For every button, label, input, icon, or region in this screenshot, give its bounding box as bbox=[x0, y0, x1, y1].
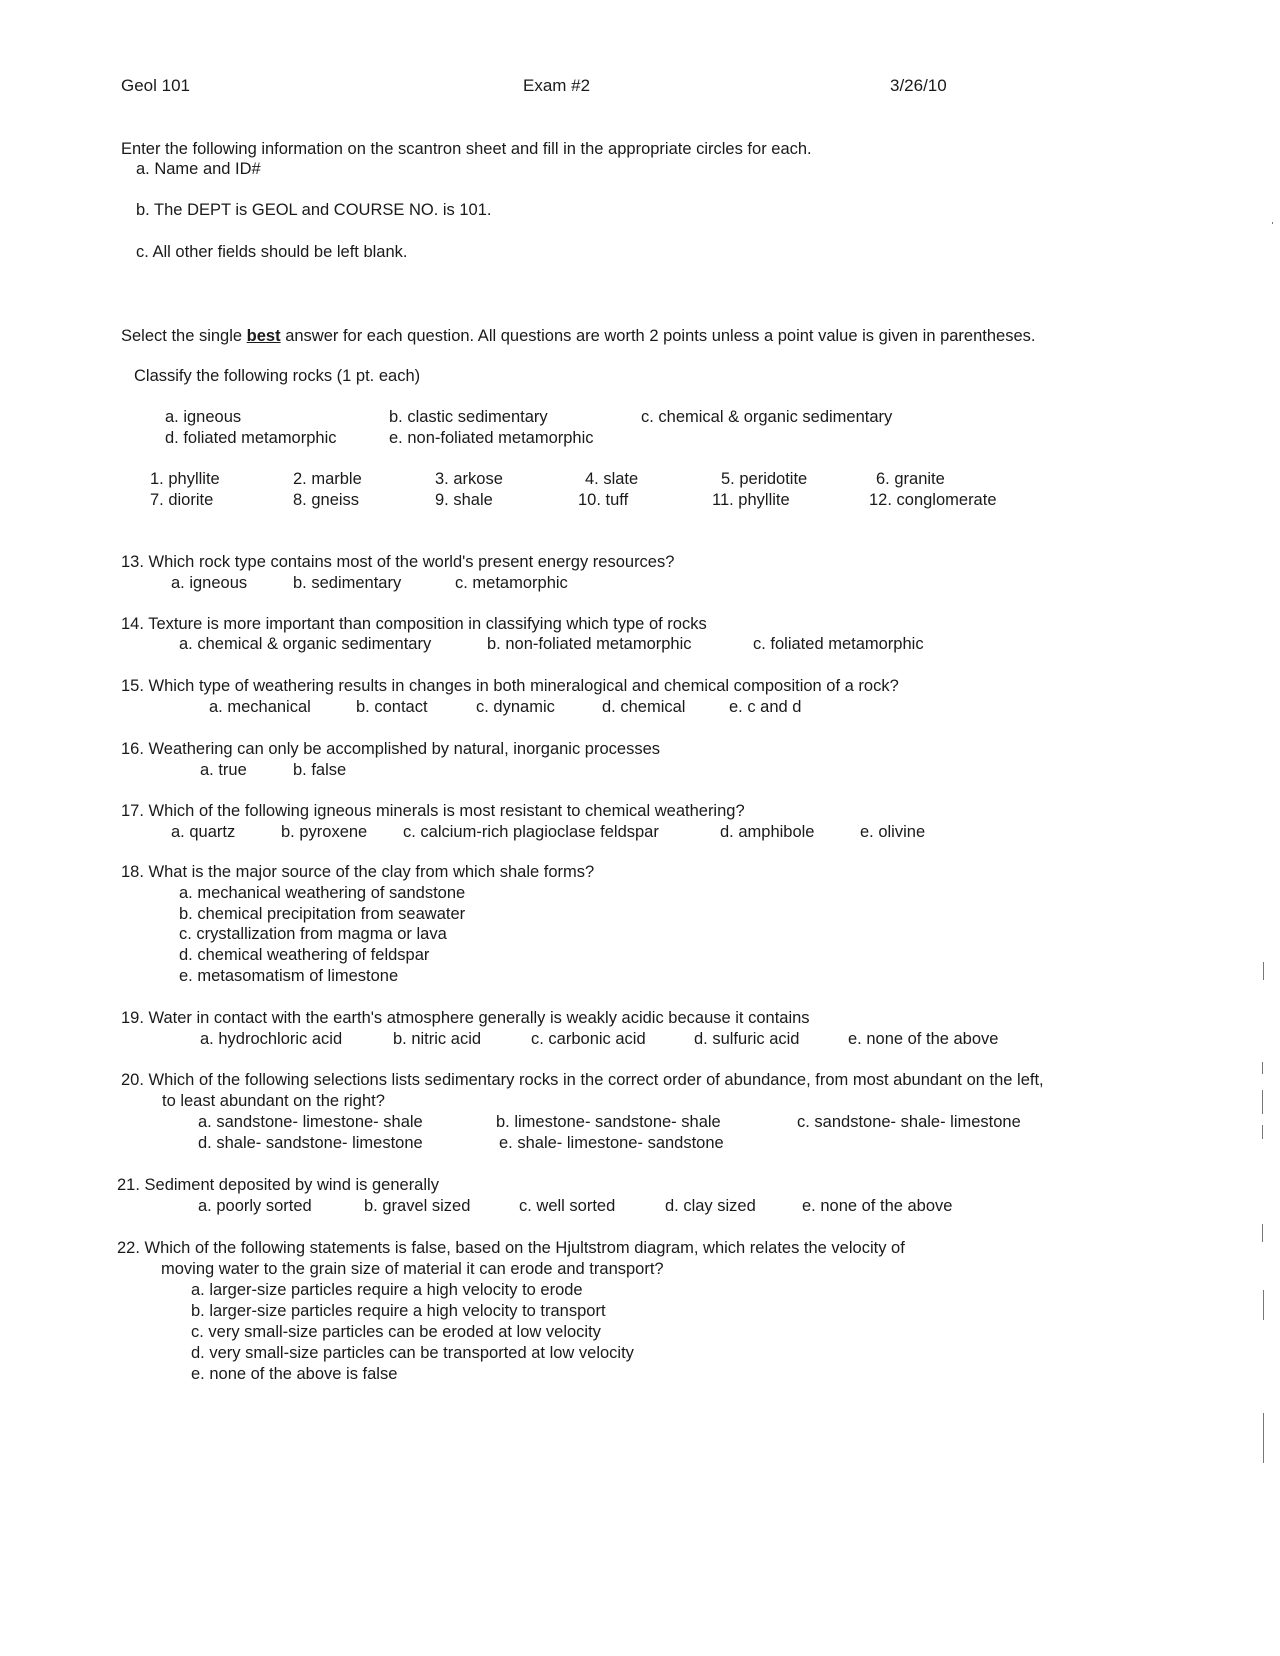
choice: e. olivine bbox=[860, 823, 926, 841]
choice: a. larger-size particles require a high velocity to erode bbox=[191, 1281, 583, 1299]
choice: b. contact bbox=[356, 698, 428, 716]
choice: a. chemical & organic sedimentary bbox=[179, 635, 432, 653]
choice: b. sedimentary bbox=[293, 574, 402, 592]
scan-speck bbox=[1272, 222, 1273, 224]
choice: c. calcium-rich plagioclase feldspar bbox=[403, 823, 659, 841]
choice: d. chemical weathering of feldspar bbox=[179, 946, 430, 964]
choice: a. quartz bbox=[171, 823, 236, 841]
rock-item: 10. tuff bbox=[578, 491, 629, 509]
classify-option: d. foliated metamorphic bbox=[165, 429, 337, 447]
classify-option: e. non-foliated metamorphic bbox=[389, 429, 594, 447]
choice: a. igneous bbox=[171, 574, 248, 592]
rock-item: 1. phyllite bbox=[150, 470, 220, 488]
choice: c. very small-size particles can be eroded at low velocity bbox=[191, 1323, 601, 1341]
best-emphasis: best bbox=[246, 327, 281, 345]
classify-option: a. igneous bbox=[165, 408, 242, 426]
choice: d. amphibole bbox=[720, 823, 815, 841]
exam-title: Exam #2 bbox=[523, 76, 591, 95]
choice: d. shale- sandstone- limestone bbox=[198, 1134, 423, 1152]
choice: c. well sorted bbox=[519, 1197, 616, 1215]
choice: b. pyroxene bbox=[281, 823, 368, 841]
rock-item: 6. granite bbox=[876, 470, 945, 488]
rock-item: 3. arkose bbox=[435, 470, 503, 488]
question-22-cont: moving water to the grain size of material it can erode and transport? bbox=[161, 1260, 664, 1278]
choice: e. none of the above bbox=[848, 1030, 999, 1048]
choice: e. shale- limestone- sandstone bbox=[499, 1134, 724, 1152]
choice: e. none of the above is false bbox=[191, 1365, 398, 1383]
choice: b. limestone- sandstone- shale bbox=[496, 1113, 721, 1131]
course-label: Geol 101 bbox=[121, 76, 190, 95]
rock-item: 5. peridotite bbox=[721, 470, 808, 488]
scan-speck bbox=[1263, 1290, 1264, 1320]
choice: b. nitric acid bbox=[393, 1030, 482, 1048]
classify-option: c. chemical & organic sedimentary bbox=[641, 408, 893, 426]
question-17: 17. Which of the following igneous minerals is most resistant to chemical weathering? bbox=[121, 802, 745, 820]
scan-speck bbox=[1262, 1224, 1263, 1242]
choice: e. metasomatism of limestone bbox=[179, 967, 399, 985]
choice: e. c and d bbox=[729, 698, 802, 716]
choice: d. clay sized bbox=[665, 1197, 756, 1215]
choice: c. sandstone- shale- limestone bbox=[797, 1113, 1021, 1131]
question-19: 19. Water in contact with the earth's atmosphere generally is weakly acidic because it contains bbox=[121, 1009, 810, 1027]
choice: c. foliated metamorphic bbox=[753, 635, 924, 653]
rock-item: 8. gneiss bbox=[293, 491, 360, 509]
scan-speck bbox=[1262, 1125, 1263, 1139]
choice: a. sandstone- limestone- shale bbox=[198, 1113, 423, 1131]
choice: c. crystallization from magma or lava bbox=[179, 925, 447, 943]
answer-instructions: Select the single best answer for each question. All questions are worth 2 points unless a point value is given in parentheses. bbox=[121, 327, 1036, 345]
scan-speck bbox=[1263, 962, 1264, 980]
question-20: 20. Which of the following selections lists sedimentary rocks in the correct order of abundance, from most abundant on the left, bbox=[121, 1071, 1044, 1089]
classify-title: Classify the following rocks (1 pt. each) bbox=[134, 367, 421, 385]
choice: c. metamorphic bbox=[455, 574, 568, 592]
choice: a. true bbox=[200, 761, 247, 779]
choice: e. none of the above bbox=[802, 1197, 953, 1215]
scan-speck bbox=[1262, 1090, 1263, 1114]
choice: b. gravel sized bbox=[364, 1197, 471, 1215]
question-20-cont: to least abundant on the right? bbox=[162, 1092, 385, 1110]
question-13: 13. Which rock type contains most of the world's present energy resources? bbox=[121, 553, 675, 571]
exam-date: 3/26/10 bbox=[890, 76, 947, 95]
question-22: 22. Which of the following statements is false, based on the Hjultstrom diagram, which relates the velocity of bbox=[117, 1239, 905, 1257]
instruction-c: c. All other fields should be left blank. bbox=[136, 243, 408, 261]
scan-speck bbox=[1263, 1413, 1264, 1463]
rock-item: 4. slate bbox=[585, 470, 639, 488]
instruction-a: a. Name and ID# bbox=[136, 160, 261, 178]
question-14: 14. Texture is more important than composition in classifying which type of rocks bbox=[121, 615, 707, 633]
choice: d. chemical bbox=[602, 698, 686, 716]
question-21: 21. Sediment deposited by wind is generally bbox=[117, 1176, 439, 1194]
choice: b. non-foliated metamorphic bbox=[487, 635, 692, 653]
choice: a. hydrochloric acid bbox=[200, 1030, 343, 1048]
question-18: 18. What is the major source of the clay from which shale forms? bbox=[121, 863, 595, 881]
scan-speck bbox=[1262, 1062, 1263, 1074]
instruction-b: b. The DEPT is GEOL and COURSE NO. is 101. bbox=[136, 201, 492, 219]
choice: a. mechanical bbox=[209, 698, 311, 716]
rock-item: 7. diorite bbox=[150, 491, 214, 509]
question-15: 15. Which type of weathering results in changes in both mineralogical and chemical composition of a rock? bbox=[121, 677, 899, 695]
choice: b. false bbox=[293, 761, 347, 779]
choice: a. poorly sorted bbox=[198, 1197, 312, 1215]
rock-item: 2. marble bbox=[293, 470, 362, 488]
rock-item: 11. phyllite bbox=[712, 491, 790, 509]
choice: b. chemical precipitation from seawater bbox=[179, 905, 466, 923]
choice: a. mechanical weathering of sandstone bbox=[179, 884, 466, 902]
choice: b. larger-size particles require a high velocity to transport bbox=[191, 1302, 606, 1320]
scantron-instructions: Enter the following information on the scantron sheet and fill in the appropriate circles for each. bbox=[121, 140, 812, 158]
choice: c. carbonic acid bbox=[531, 1030, 646, 1048]
choice: c. dynamic bbox=[476, 698, 555, 716]
classify-option: b. clastic sedimentary bbox=[389, 408, 548, 426]
rock-item: 12. conglomerate bbox=[869, 491, 997, 509]
choice: d. very small-size particles can be transported at low velocity bbox=[191, 1344, 634, 1362]
choice: d. sulfuric acid bbox=[694, 1030, 800, 1048]
question-16: 16. Weathering can only be accomplished by natural, inorganic processes bbox=[121, 740, 661, 758]
rock-item: 9. shale bbox=[435, 491, 493, 509]
